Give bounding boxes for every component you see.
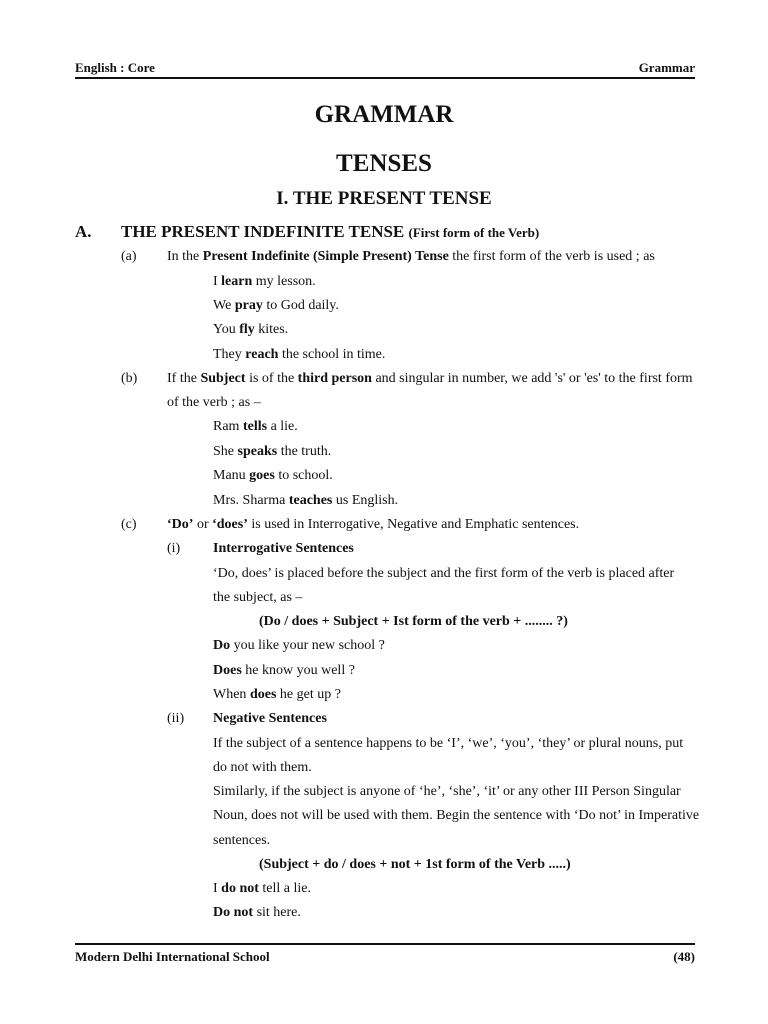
text: to God daily.: [262, 298, 339, 313]
item-a-label: (a): [121, 249, 137, 264]
header-rule: [75, 77, 695, 79]
text: tell a lie.: [258, 881, 311, 896]
example-line: [213, 904, 301, 922]
example-line: [213, 346, 385, 364]
text: We: [213, 298, 235, 313]
example-line: [213, 686, 341, 704]
sub-ii-line-3: Similarly, if the subject is anyone of ‘he’, ‘she’, ‘it’ or any other III Person Singular: [213, 784, 681, 799]
bold-verb: Do not: [213, 905, 254, 920]
sub-i-line-2: the subject, as –: [213, 590, 303, 605]
text: If the: [167, 371, 201, 386]
sub-i-formula: (Do / does + Subject + Ist form of the verb + ........ ?): [259, 614, 568, 629]
example-line: [213, 418, 298, 436]
section-a-note: (First form of the Verb): [408, 225, 540, 240]
text: Manu: [213, 468, 250, 483]
bold-verb: goes: [249, 468, 275, 483]
text: the first form of the verb is used ; as: [448, 249, 655, 264]
text: She: [213, 444, 238, 459]
bold-term: Subject: [200, 371, 246, 386]
sub-ii-label: (ii): [167, 711, 185, 726]
example-line: [213, 880, 311, 898]
bold-term: third person: [297, 371, 372, 386]
example-line: [213, 443, 331, 461]
sub-i-heading: Interrogative Sentences: [213, 541, 354, 556]
item-c-label: (c): [121, 517, 137, 532]
page-header: [75, 60, 695, 76]
sub-ii-line-4: Noun, does not will be used with them. Begin the sentence with ‘Do not’ in Imperative: [213, 808, 700, 823]
sub-ii-formula: (Subject + do / does + not + 1st form of the Verb .....): [259, 857, 571, 872]
text: Mrs. Sharma: [213, 493, 289, 508]
example-line: [213, 321, 288, 339]
item-b-label: (b): [121, 371, 138, 386]
header-topic: Grammar: [638, 60, 695, 75]
text: is of the: [245, 371, 298, 386]
text: to school.: [274, 468, 333, 483]
text: a lie.: [267, 419, 298, 434]
chapter-title: TENSES: [336, 150, 432, 177]
header-subject: English : Core: [75, 60, 155, 75]
text: You: [213, 322, 240, 337]
page-title: GRAMMAR: [314, 101, 454, 128]
bold-verb: does: [249, 687, 277, 702]
text: When: [213, 687, 250, 702]
bold-verb: fly: [239, 322, 255, 337]
bold-verb: Does: [213, 663, 242, 678]
example-line: [213, 492, 398, 510]
section-a-heading: [121, 222, 539, 243]
bold-verb: do not: [221, 881, 259, 896]
page-number: (48): [673, 949, 695, 964]
text: sit here.: [253, 905, 301, 920]
bold-term: Present Indefinite (Simple Present) Tense: [202, 249, 449, 264]
footer-rule: [75, 943, 695, 945]
bold-verb: Do: [213, 638, 231, 653]
page-footer: [75, 949, 695, 965]
text: he get up ?: [276, 687, 341, 702]
sub-i-label: (i): [167, 541, 181, 556]
text: or: [193, 517, 213, 532]
text: you like your new school ?: [230, 638, 385, 653]
bold-term: ‘Do’: [167, 517, 194, 532]
text: us English.: [332, 493, 399, 508]
text: I: [213, 274, 222, 289]
text: the school in time.: [278, 347, 386, 362]
item-c-intro: [167, 516, 579, 534]
item-a-intro: [167, 248, 655, 266]
bold-verb: reach: [245, 347, 279, 362]
text: and singular in number, we add 's' or 'es' to the first form: [371, 371, 693, 386]
section-a-title: THE PRESENT INDEFINITE TENSE: [121, 222, 405, 241]
section-title: I. THE PRESENT TENSE: [276, 188, 492, 209]
sub-ii-line-5: sentences.: [213, 833, 271, 848]
example-line: [213, 662, 355, 680]
bold-verb: teaches: [288, 493, 333, 508]
example-line: [213, 273, 316, 291]
text: my lesson.: [252, 274, 316, 289]
text: I: [213, 881, 222, 896]
bold-verb: tells: [242, 419, 268, 434]
text: In the: [167, 249, 203, 264]
footer-school: Modern Delhi International School: [75, 949, 270, 964]
text: is used in Interrogative, Negative and Emphatic sentences.: [247, 517, 580, 532]
section-a-letter: A.: [75, 222, 92, 241]
item-b-line-1: [167, 370, 693, 388]
text: the truth.: [277, 444, 332, 459]
example-line: [213, 637, 385, 655]
sub-ii-heading: Negative Sentences: [213, 711, 327, 726]
sub-ii-line-2: do not with them.: [213, 760, 312, 775]
text: kites.: [254, 322, 289, 337]
item-b-line-2: of the verb ; as –: [167, 395, 261, 410]
text: Ram: [213, 419, 243, 434]
example-line: [213, 297, 339, 315]
bold-term: ‘does’: [212, 517, 248, 532]
bold-verb: learn: [221, 274, 253, 289]
sub-ii-line-1: If the subject of a sentence happens to be ‘I’, ‘we’, ‘you’, ‘they’ or plural nouns, put: [213, 736, 684, 751]
sub-i-line-1: ‘Do, does’ is placed before the subject and the first form of the verb is placed after: [213, 566, 675, 581]
text: he know you well ?: [241, 663, 355, 678]
example-line: [213, 467, 333, 485]
bold-verb: speaks: [237, 444, 278, 459]
text: They: [213, 347, 246, 362]
bold-verb: pray: [234, 298, 263, 313]
